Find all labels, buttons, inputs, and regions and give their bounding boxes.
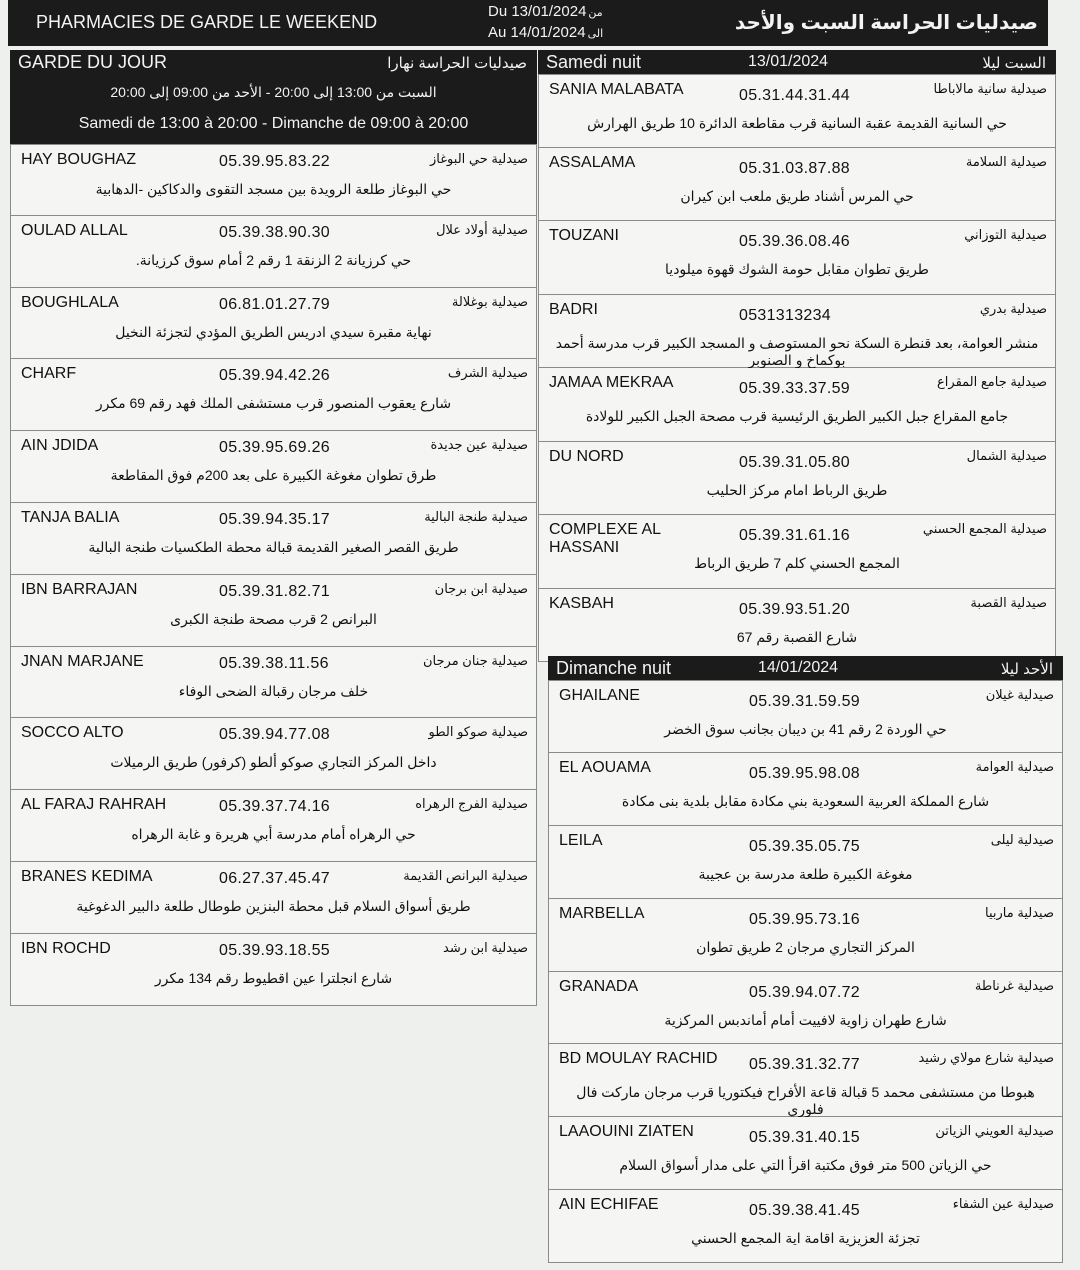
pharmacy-address: حي الوردة 2 رقم 41 بن ديبان بجانب سوق الخضر (664, 721, 947, 737)
pharmacy-name: ASSALAMA (549, 153, 636, 171)
pharmacy-phone: 06.27.37.45.47 (219, 869, 330, 887)
pharmacy-address: خلف مرجان رقبالة الضحى الوفاء (178, 682, 369, 699)
pharmacy-entry (10, 431, 537, 503)
pharmacy-phone: 05.31.03.87.88 (739, 159, 850, 177)
header-title-fr: PHARMACIES DE GARDE LE WEEKEND (36, 12, 378, 32)
pharmacy-name: BRANES KEDIMA (21, 867, 153, 885)
pharmacy-entry (10, 790, 537, 862)
pharmacy-name-ar: صيدلية القصبة (970, 594, 1047, 610)
sunday-section-header (548, 656, 1063, 680)
pharmacy-phone: 05.39.38.41.45 (749, 1202, 860, 1220)
pharmacy-phone: 05.39.38.90.30 (219, 223, 330, 241)
pharmacy-name: OULAD ALLAL (21, 221, 128, 239)
pharmacy-entry (10, 647, 537, 719)
pharmacy-name: CHARF (21, 365, 77, 383)
saturday-title-ar: السبت ليلا (982, 55, 1046, 72)
pharmacy-name-ar: صيدلية السلامة (965, 153, 1047, 169)
pharmacy-name-ar: صيدلية غرناطة (974, 977, 1054, 993)
date-to: Au 14/01/2024 (488, 24, 586, 41)
pharmacy-name: TANJA BALIA (21, 508, 120, 526)
pharmacy-address: طريق القصر الصغير القديمة قبالة محطة الطكسيات طنجة البالية (88, 538, 459, 555)
pharmacy-entry (548, 680, 1063, 753)
day-hours-fr: Samedi de 13:00 à 20:00 - Dimanche de 09:00 à 20:00 (78, 115, 469, 132)
day-hours-ar: السبت من 13:00 إلى 20:00 - الأحد من 09:00 إلى 20:00 (110, 84, 437, 100)
pharmacy-entry (10, 288, 537, 360)
pharmacy-name-ar: صيدلية العويني الزياتن (935, 1123, 1054, 1139)
pharmacy-address: حي كرزيانة 2 الزنقة 1 رقم 2 أمام سوق كرزيانة. (135, 251, 412, 268)
date-from: Du 13/01/2024 (488, 3, 587, 20)
pharmacy-entry (538, 221, 1056, 295)
pharmacy-entry (10, 862, 537, 934)
pharmacy-name: HAY BOUGHAZ (21, 151, 136, 168)
pharmacy-name: BOUGHLALA (21, 293, 119, 311)
header-dates (488, 2, 603, 44)
pharmacy-name: BADRI (549, 300, 598, 318)
pharmacy-name-ar: صيدلية العوامة (975, 758, 1054, 774)
pharmacy-address: شارع القصبة رقم 67 (736, 628, 858, 645)
pharmacy-phone: 05.39.31.59.59 (749, 693, 860, 710)
pharmacy-name-ar: صيدلية سانية مالاباطا (933, 81, 1047, 96)
pharmacy-phone: 05.39.31.05.80 (739, 453, 850, 471)
sunday-date: 14/01/2024 (758, 659, 839, 676)
page-header (8, 0, 1048, 46)
pharmacy-phone: 05.39.31.40.15 (749, 1129, 860, 1147)
pharmacy-name-ar: صيدلية بوغلالة (451, 293, 528, 309)
pharmacy-address: شارع طهران زاوية لافييت أمام أماندبس المركزية (664, 1011, 947, 1028)
pharmacy-name: MARBELLA (559, 904, 645, 922)
pharmacy-address: حي البوغاز طلعة الرويدة بين مسجد التقوى والدكاكين -الدهابية (95, 181, 452, 197)
pharmacy-phone: 05.39.31.32.77 (749, 1056, 860, 1074)
pharmacy-name: SANIA MALABATA (549, 81, 684, 98)
pharmacy-phone: 05.39.94.42.26 (219, 367, 330, 385)
pharmacy-name: DU NORD (549, 447, 624, 465)
pharmacy-name-ar: صيدلية شارع مولاي رشيد (918, 1050, 1054, 1066)
pharmacy-phone: 05.39.94.07.72 (749, 983, 860, 1001)
sunday-pharmacy-list (548, 680, 1063, 1263)
pharmacy-address: طريق الرباط امام مركز الحليب (706, 481, 888, 498)
pharmacy-name-ar: صيدلية الفرج الرهراه (415, 796, 528, 812)
pharmacy-entry (548, 1190, 1063, 1263)
pharmacy-address: طريق تطوان مقابل حومة الشوك قهوة ميلوديا (665, 261, 929, 277)
pharmacy-name: LEILA (559, 831, 603, 849)
pharmacy-phone: 06.81.01.27.79 (219, 295, 330, 313)
pharmacy-entry (538, 295, 1056, 369)
pharmacy-phone: 05.39.95.83.22 (219, 153, 330, 170)
pharmacy-address: تجزئة العزيزية اقامة اية المجمع الحسني (691, 1230, 920, 1247)
pharmacy-phone: 05.39.38.11.56 (219, 654, 329, 672)
pharmacy-phone: 05.39.94.77.08 (219, 726, 330, 744)
pharmacy-name: JNAN MARJANE (21, 652, 144, 670)
pharmacy-entry (10, 144, 537, 216)
day-duty-column (10, 50, 537, 1006)
pharmacy-address: المجمع الحسني كلم 7 طريق الرباط (694, 555, 900, 571)
pharmacy-name: TOUZANI (549, 227, 619, 244)
pharmacy-name: IBN ROCHD (21, 939, 111, 957)
pharmacy-address: مغوغة الكبيرة طلعة مدرسة بن عجيبة (698, 865, 913, 882)
pharmacy-name: AIN ECHIFAE (559, 1196, 659, 1214)
day-pharmacy-list (10, 144, 537, 1006)
date-from-ar: من (588, 7, 603, 19)
pharmacy-name: KASBAH (549, 594, 614, 612)
day-title-fr: GARDE DU JOUR (18, 52, 168, 72)
pharmacy-name: GHAILANE (559, 687, 640, 704)
sunday-title-ar: الأحد ليلا (1000, 661, 1053, 678)
pharmacy-name-ar: صيدلية جامع المقراع (937, 374, 1047, 389)
pharmacy-address: داخل المركز التجاري صوكو ألطو (كرفور) طريق الرميلات (110, 754, 437, 771)
pharmacy-name-ar: صيدلية عين جديدة (430, 437, 528, 453)
pharmacy-entry (10, 718, 537, 790)
pharmacy-entry (548, 972, 1063, 1045)
saturday-date: 13/01/2024 (748, 53, 829, 70)
pharmacy-name: LAAOUINI ZIATEN (559, 1123, 694, 1141)
pharmacy-name-ar: صيدلية ليلى (990, 831, 1054, 847)
pharmacy-phone: 05.39.37.74.16 (219, 798, 330, 816)
header-title-ar: صيدليات الحراسة السبت والأحد (734, 12, 1038, 34)
pharmacy-name: BD MOULAY RACHID (559, 1050, 718, 1068)
pharmacy-name: COMPLEXE AL HASSANI (549, 521, 661, 556)
pharmacy-phone: 05.39.95.98.08 (749, 764, 860, 782)
pharmacy-name-ar: صيدلية الشرف (447, 365, 528, 381)
pharmacy-phone: 05.39.33.37.59 (739, 380, 850, 397)
day-section-header (10, 50, 537, 74)
pharmacy-address: حي الزياتن 500 متر فوق مكتبة اقرأ التي على مدار أسواق السلام (619, 1157, 992, 1174)
saturday-section-header (538, 50, 1056, 74)
pharmacy-name-ar: صيدلية صوكو الطو (428, 724, 528, 740)
pharmacy-name-ar: صيدلية أولاد علال (436, 221, 528, 237)
pharmacy-name: AL FARAJ RAHRAH (21, 796, 167, 814)
pharmacy-entry (548, 753, 1063, 826)
pharmacy-phone: 05.31.44.31.44 (739, 87, 850, 104)
pharmacy-phone: 05.39.35.05.75 (749, 837, 860, 855)
pharmacy-name: AIN JDIDA (21, 437, 99, 455)
pharmacy-name: SOCCO ALTO (21, 724, 124, 742)
pharmacy-name: GRANADA (559, 977, 639, 995)
pharmacy-name-ar: صيدلية ماربيا (985, 904, 1054, 920)
saturday-night-column (538, 50, 1056, 662)
pharmacy-entry (10, 503, 537, 575)
pharmacy-name-ar: صيدلية ابن رشد (443, 939, 528, 955)
pharmacy-phone: 05.39.93.51.20 (739, 600, 850, 618)
pharmacy-address: شارع المملكة العربية السعودية بني مكادة مقابل بلدية بنى مكادة (621, 792, 990, 809)
pharmacy-name-ar: صيدلية الشمال (966, 447, 1047, 463)
pharmacy-entry (538, 589, 1056, 663)
pharmacy-address: حي المرس أشناد طريق ملعب ابن كيران (680, 187, 914, 204)
pharmacy-address: منشر العوامة، بعد قنطرة السكة نحو المستوصف و المسجد الكبير قرب مدرسة أحمد بوكماخ و الصنوبر (555, 334, 1039, 368)
day-hours (10, 74, 537, 144)
pharmacy-entry (548, 1044, 1063, 1117)
pharmacy-phone: 05.39.31.61.16 (739, 527, 850, 544)
pharmacy-entry (548, 1117, 1063, 1190)
pharmacy-name-ar: صيدلية البرانص القديمة (403, 867, 528, 883)
pharmacy-address: البرانص 2 قرب مصحة طنجة الكبرى (170, 610, 377, 627)
pharmacy-address: نهاية مقبرة سيدي ادريس الطريق المؤدي لتجزئة النخيل (115, 323, 432, 340)
pharmacy-address: حي الرهراه أمام مدرسة أبي هريرة و غابة الرهراه (131, 826, 416, 843)
sunday-night-column (548, 656, 1063, 1263)
saturday-pharmacy-list (538, 74, 1056, 662)
pharmacy-name-ar: صيدلية جنان مرجان (422, 652, 528, 668)
pharmacy-name: IBN BARRAJAN (21, 580, 138, 598)
pharmacy-entry (538, 74, 1056, 148)
pharmacy-address: جامع المقراع جبل الكبير الطريق الرئيسية قرب مصحة الجبل الكبير للولادة (585, 408, 1009, 424)
saturday-title-fr: Samedi nuit (546, 52, 642, 72)
pharmacy-address: المركز التجاري مرجان 2 طريق تطوان (696, 938, 915, 955)
pharmacy-name: JAMAA MEKRAA (549, 374, 674, 391)
pharmacy-entry (548, 826, 1063, 899)
pharmacy-entry (538, 148, 1056, 222)
pharmacy-address: شارع يعقوب المنصور قرب مستشفى الملك فهد رقم 69 مكرر (95, 395, 452, 412)
pharmacy-name: EL AOUAMA (559, 758, 651, 776)
pharmacy-entry (10, 575, 537, 647)
pharmacy-phone: 05.39.95.69.26 (219, 439, 330, 457)
day-title-ar: صيدليات الحراسة نهارا (387, 55, 527, 72)
pharmacy-name-ar: صيدلية غيلان (985, 687, 1054, 702)
pharmacy-address: طرق تطوان مغوغة الكبيرة على بعد 200م فوق المقاطعة (110, 467, 437, 484)
pharmacy-name-ar: صيدلية بدري (979, 300, 1047, 316)
pharmacy-entry (538, 442, 1056, 516)
pharmacy-name-ar: صيدلية التوزاني (964, 227, 1047, 242)
pharmacy-entry (10, 934, 537, 1006)
pharmacy-entry (10, 216, 537, 288)
sunday-title-fr: Dimanche nuit (556, 658, 672, 678)
pharmacy-address: شارع انجلترا عين اقطيوط رقم 134 مكرر (154, 969, 393, 986)
pharmacy-phone: 05.39.93.18.55 (219, 941, 330, 959)
pharmacy-phone: 05.39.94.35.17 (219, 510, 330, 528)
pharmacy-address: هبوطا من مستشفى محمد 5 قبالة قاعة الأفراح فيكتوريا قرب مرجان ماركت فال فلوري (576, 1084, 1035, 1118)
pharmacy-address: حي السانية القديمة عقبة السانية قرب مقاطعة الدائرة 10 طريق الهرارش (587, 115, 1007, 131)
pharmacy-name-ar: صيدلية المجمع الحسني (922, 521, 1047, 536)
pharmacy-entry (10, 359, 537, 431)
pharmacy-name-ar: صيدلية طنجة البالية (424, 508, 528, 524)
pharmacy-address: طريق أسواق السلام قبل محطة البنزين طوطال طلعة دالبير الدغوغية (76, 897, 471, 914)
pharmacy-phone: 05.39.36.08.46 (739, 233, 850, 250)
pharmacy-entry (548, 899, 1063, 972)
pharmacy-entry (538, 368, 1056, 442)
pharmacy-name-ar: صيدلية ابن برجان (434, 580, 528, 596)
date-to-ar: الى (587, 28, 604, 40)
pharmacy-phone: 0531313234 (739, 306, 831, 324)
pharmacy-name-ar: صيدلية عين الشفاء (952, 1196, 1054, 1212)
pharmacy-phone: 05.39.95.73.16 (749, 910, 860, 928)
pharmacy-name-ar: صيدلية حي البوغاز (430, 151, 528, 166)
pharmacy-phone: 05.39.31.82.71 (219, 582, 330, 600)
pharmacy-entry (538, 515, 1056, 589)
